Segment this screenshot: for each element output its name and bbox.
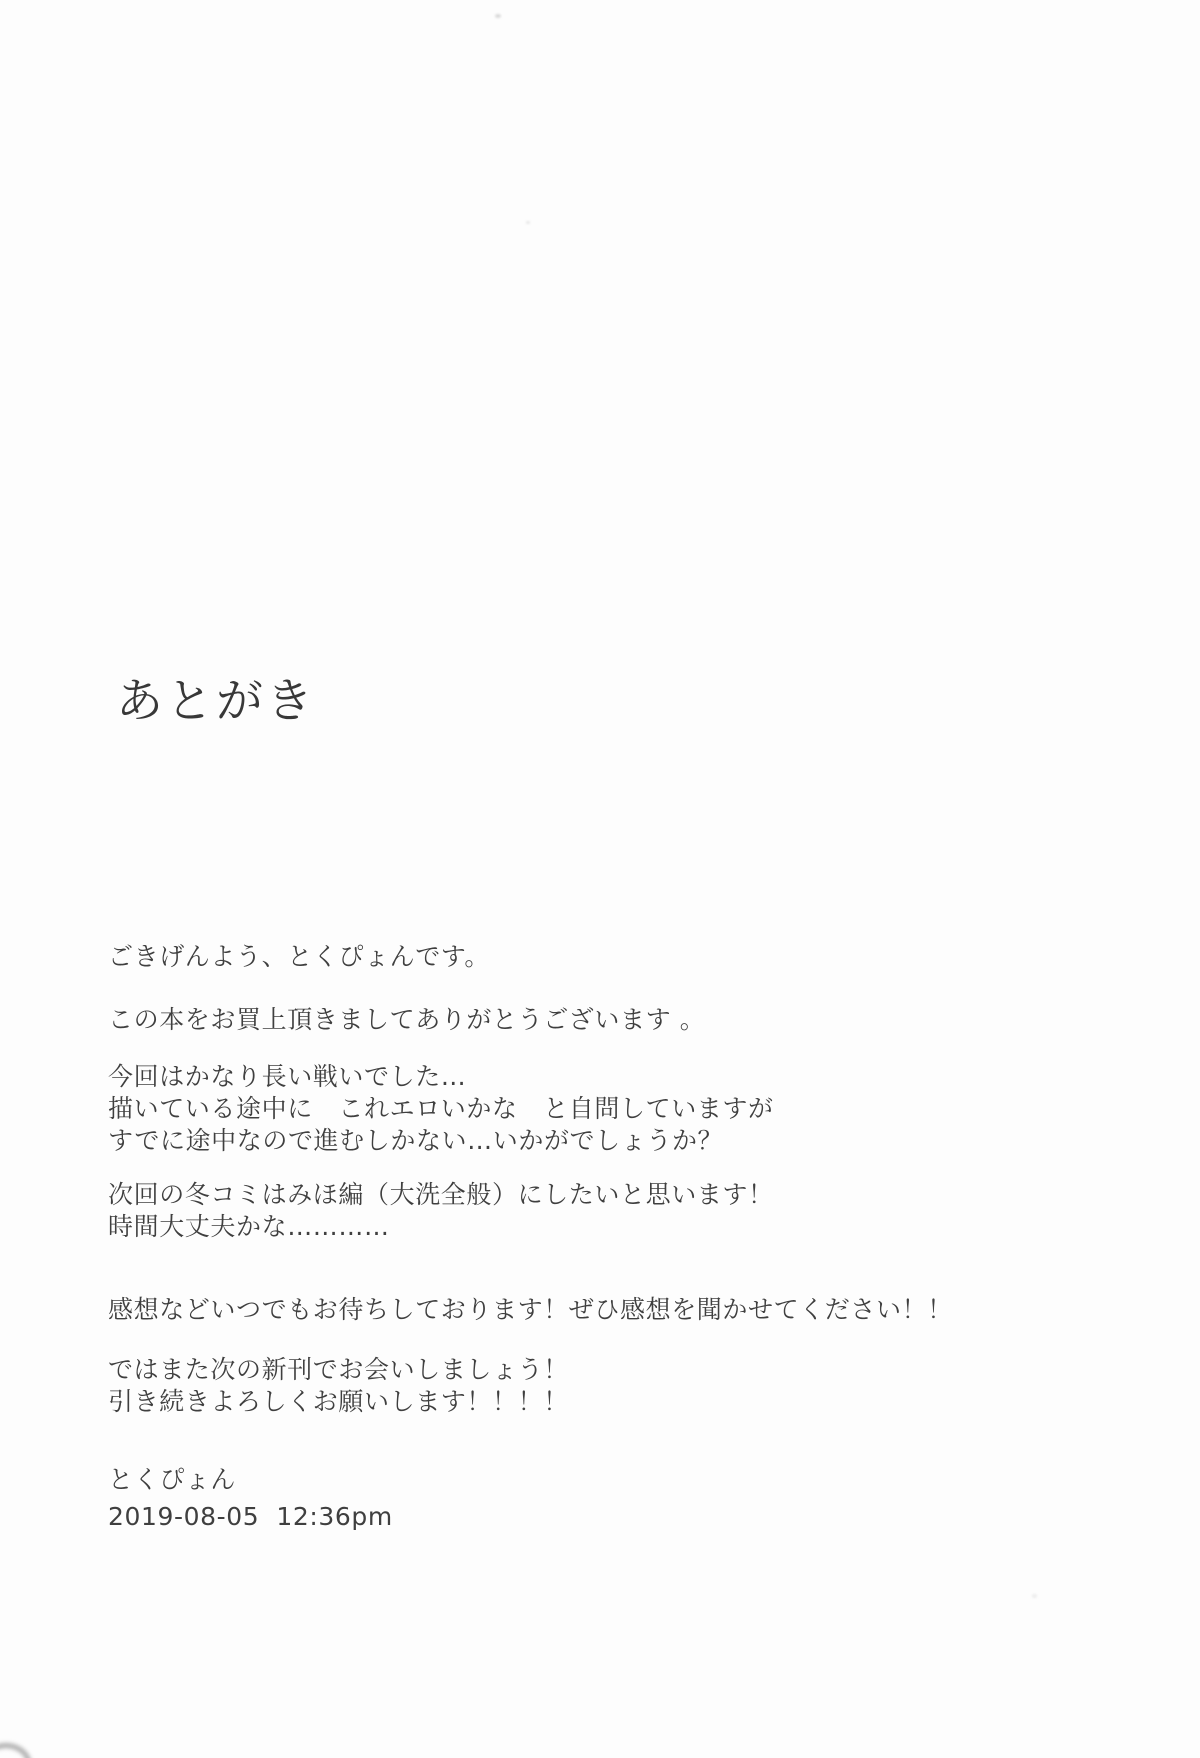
- greeting-line: ごきげんよう、とくぴょんです。: [108, 942, 491, 971]
- scan-speck: [495, 14, 501, 18]
- page-title: あとがき: [116, 674, 316, 729]
- body-line: すでに途中なので進むしかない…いかがでしょうか？: [108, 1126, 724, 1155]
- farewell-line: 引き続きよろしくお願いします！！！！: [108, 1387, 569, 1416]
- feedback-line: 感想などいつでもお待ちしております！ぜひ感想を聞かせてください！！: [108, 1295, 953, 1324]
- date-timestamp: 2019-08-05 12:36pm: [108, 1502, 393, 1531]
- afterword-body: [108, 941, 1088, 1533]
- body-line: 描いている途中に これエロいかな と自問していますが: [108, 1094, 774, 1123]
- body-line: 今回はかなり長い戦いでした…: [108, 1062, 467, 1091]
- scan-speck: [1032, 1594, 1037, 1598]
- thanks-line: この本をお買上頂きましてありがとうございます 。: [108, 1005, 706, 1034]
- author-signature: とくぴょん: [108, 1465, 237, 1494]
- body-line: 次回の冬コミはみほ編（大洗全般）にしたいと思います！: [108, 1180, 774, 1209]
- scan-speck: [526, 221, 530, 224]
- body-line: 時間大丈夫かな…………: [108, 1212, 390, 1241]
- scan-smudge: [0, 1743, 32, 1758]
- farewell-line: ではまた次の新刊でお会いしましょう！: [108, 1355, 569, 1384]
